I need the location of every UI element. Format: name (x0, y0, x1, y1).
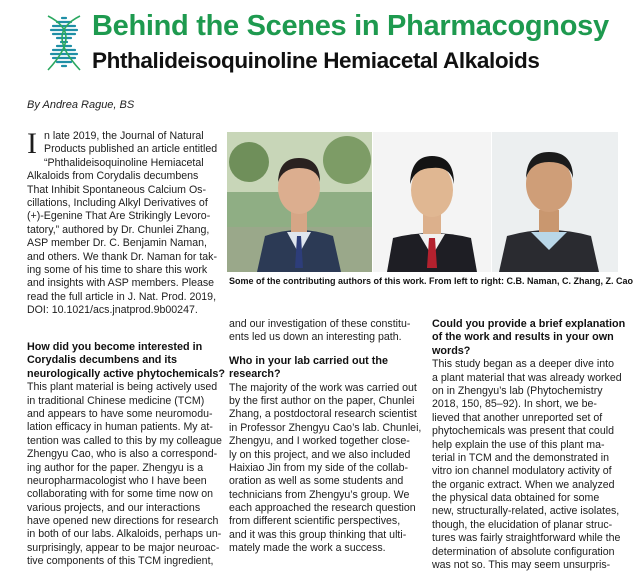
answer-line: in traditional Chinese medicine (TCM) (27, 394, 205, 407)
question-heading: How did you become interested in (27, 341, 203, 353)
answer-line: the physical data obtained for some (432, 492, 600, 505)
answer-line: Haixiao Jin from my side of the collab- (229, 461, 408, 474)
answer-line: oration as well as some students and (229, 475, 404, 488)
intro-line: ing some of his time to share this work (27, 263, 208, 276)
answer-line: a plant material that was already worked (432, 371, 622, 384)
photo-caption: Some of the contributing authors of this work. From left to right: C.B. Naman, C. Zhang, Z. Cao (229, 276, 633, 286)
question-2-section (229, 318, 422, 556)
answer-line: 2018, 150, 85–92). In short, we be- (432, 398, 597, 411)
answer-line: terial in TCM and the demonstrated in (432, 451, 610, 464)
intro-line: DOI: 10.1021/acs.jnatprod.9b00247. (27, 304, 198, 317)
question-1-section (27, 341, 226, 569)
answer-line: have opened new directions for research (27, 515, 219, 528)
answer-line: neuropharmacologist who I have been (27, 474, 207, 487)
answer-line: and our investigation of these constitu- (229, 318, 411, 330)
answer-line: This study began as a deeper dive into (432, 358, 614, 371)
intro-line: ASP member Dr. C. Benjamin Naman, (27, 237, 207, 250)
answer-line: The majority of the work was carried out (229, 381, 417, 394)
dna-helix-logo-icon (42, 14, 86, 72)
intro-paragraph (27, 127, 218, 317)
intro-line: and insights with ASP members. Please (27, 277, 215, 290)
question-heading: Corydalis decumbens and its (27, 354, 177, 367)
question-heading: of the work and results in your own (432, 331, 614, 344)
answer-line: vitro ion channel modulatory activity of (432, 465, 612, 478)
answer-line: from different scientific perspectives, (229, 515, 401, 528)
intro-line: and others. We thank Dr. Naman for tak- (27, 250, 217, 263)
intro-line: That Inhibit Spontaneous Calcium Os- (27, 183, 207, 196)
answer-line: tention was called to this by my colleague (27, 434, 222, 447)
answer-line: on in Zhengyu’s lab (Phytochemistry (432, 384, 603, 397)
question-heading: Could you provide a brief explanation (432, 318, 626, 330)
answer-line: technicians from Zhengyu’s group. We (229, 488, 410, 501)
answer-line: collaborating with for some time now on (27, 488, 214, 501)
question-3-section (432, 318, 628, 572)
answer-line: surprisingly, appear to be major neuroac- (27, 541, 220, 554)
intro-line: Alkaloids from Corydalis decumbens (27, 170, 199, 183)
answer-line: phytochemicals was present that could (432, 425, 614, 438)
answer-line: This plant material is being actively used (27, 381, 218, 394)
page-subtitle: Phthalideisoquinoline Hemiacetal Alkaloids (92, 48, 540, 73)
question-heading: Who in your lab carried out the (229, 354, 388, 367)
answer-line: Zhengyu Cao, who is also a correspond- (27, 448, 218, 461)
page-title: Behind the Scenes in Pharmacognosy (92, 10, 609, 42)
intro-line: read the full article in J. Nat. Prod. 2019, (27, 290, 217, 303)
question-heading: research? (229, 368, 281, 381)
answer-line: Zhang, a postdoctoral research scientist (229, 408, 417, 421)
answer-line: ly on this project, and we also included (229, 448, 411, 461)
answer-line: in Professor Zhengyu Cao’s lab. Chunlei, (229, 421, 422, 434)
answer-line: and it was this group thinking that ulti- (229, 528, 407, 541)
answer-line: mately made the work a success. (229, 542, 386, 555)
answer-line: tive components of this TCM ingredient, (27, 555, 214, 568)
intro-line: cillations, Including Alkyl Derivatives of (27, 196, 208, 209)
answer-line: though, the elucidation of planar struc- (432, 518, 613, 531)
answer-line: each approached the research question (229, 502, 416, 515)
answer-line: in both of our labs. Alkaloids, perhaps un- (27, 528, 222, 541)
byline: By Andrea Rague, BS (27, 99, 135, 111)
answer-line: ing author for the paper. Zhengyu is a (27, 461, 204, 474)
intro-line: Products published an article entitled (44, 143, 218, 156)
answer-line: lieved that another unreported set of (432, 411, 603, 424)
answer-line: by the first author on the paper, Chunlei (229, 394, 415, 407)
answer-line: ents led us down an interesting path. (229, 331, 402, 344)
answer-line: tures was fairly straightforward while the (432, 532, 621, 545)
drop-cap: I (27, 127, 37, 160)
answer-line: various projects, and our interactions (27, 501, 201, 514)
answer-line: help explain the use of this plant ma- (432, 438, 605, 451)
answer-line: lation efficacy in human patients. My at- (27, 421, 213, 434)
answer-line: determination of absolute configuration (432, 545, 615, 558)
answer-line: and appears to have some neuromodu- (27, 407, 213, 420)
answer-line: new, structurally-related, active isolates, (432, 505, 620, 518)
intro-line: tatory,” authored by Dr. Chunlei Zhang, (27, 223, 210, 236)
answer-line: the organic extract. When we analyzed (432, 478, 615, 491)
question-heading: neurologically active phytochemicals? (27, 367, 226, 380)
intro-line: n late 2019, the Journal of Natural (44, 130, 204, 142)
authors-photo (227, 132, 618, 272)
intro-line: “Phthalideisoquinoline Hemiacetal (44, 156, 204, 169)
question-heading: words? (432, 344, 471, 357)
intro-line: (+)-Egenine That Are Strikingly Levoro- (27, 210, 211, 223)
answer-line: was not so. This may seem unsurpris- (432, 559, 611, 572)
answer-line: Zhengyu, and I worked together close- (229, 435, 410, 448)
